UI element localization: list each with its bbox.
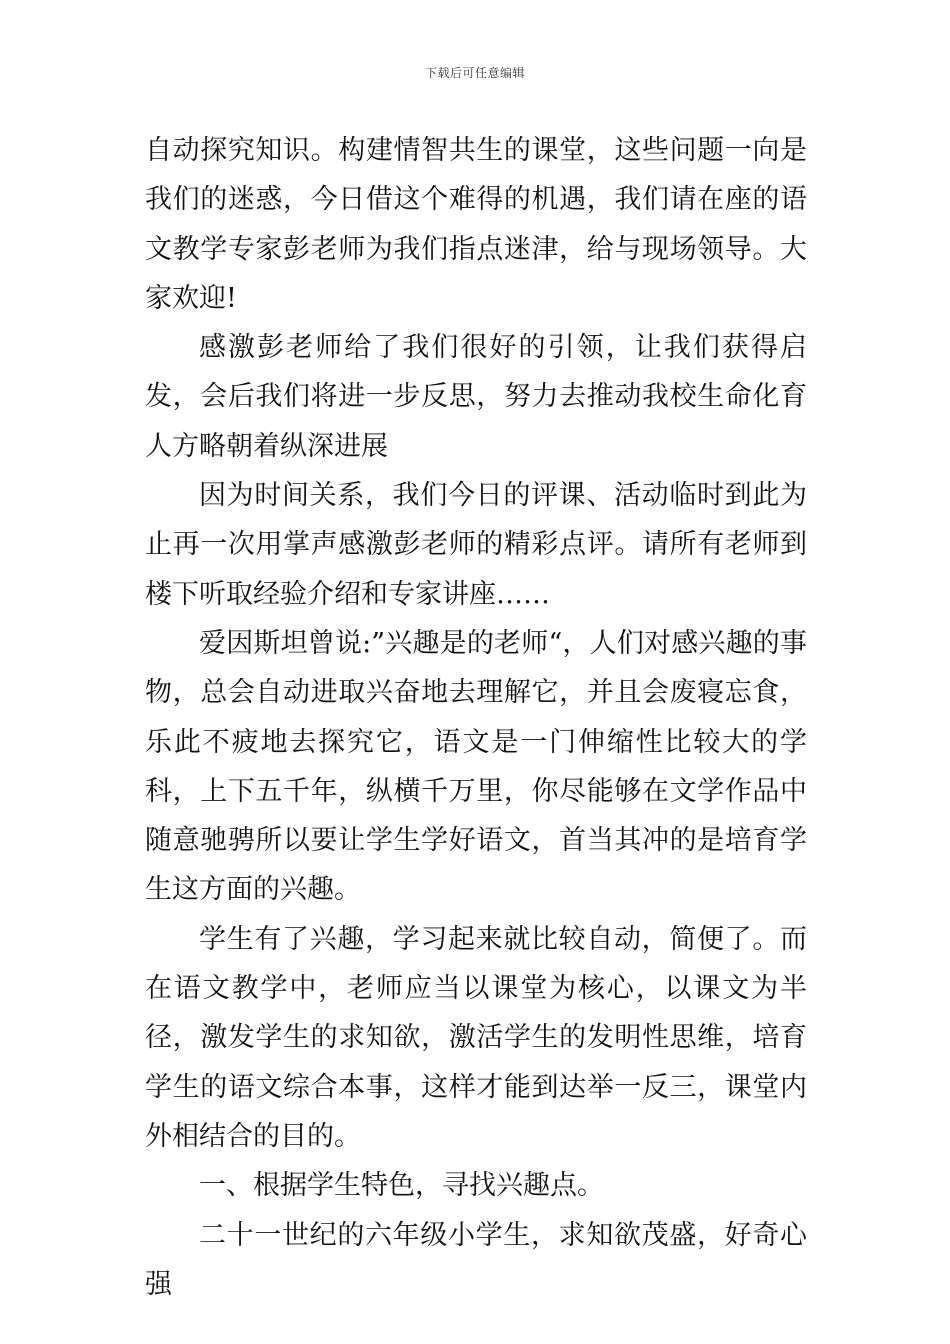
paragraph-1: 自动探究知识。构建情智共生的课堂，这些问题一向是我们的迷惑，今日借这个难得的机遇，我们请在座的语文教学专家彭老师为我们指点迷津，给与现场领导。大家欢迎! xyxy=(145,135,807,314)
section-heading: 一、根据学生特色，寻找兴趣点。 xyxy=(199,1170,604,1202)
paragraph-3: 因为时间关系，我们今日的评课、活动临时到此为止再一次用掌声感激彭老师的精彩点评。请所有老师到楼下听取经验介绍和专家讲座…… xyxy=(145,480,807,610)
paragraph-2: 感激彭老师给了我们很好的引领，让我们获得启发，会后我们将进一步反思，努力去推动我校生命化育人方略朝着纵深进展 xyxy=(145,332,807,462)
document-body xyxy=(145,126,807,1309)
paragraph-5: 学生有了兴趣，学习起来就比较自动，简便了。而在语文教学中，老师应当以课堂为核心，以课文为半径，激发学生的求知欲，激活学生的发明性思维，培育学生的语文综合本事，这样才能到达举一反三，课堂内外相结合的目的。 xyxy=(145,923,807,1152)
page-header: 下载后可任意编辑 xyxy=(424,66,525,80)
paragraph-4: 爱因斯坦曾说:”兴趣是的老师“，人们对感兴趣的事物，总会自动进取兴奋地去理解它，并且会废寝忘食，乐此不疲地去探究它，语文是一门伸缩性比较大的学科，上下五千年，纵横千万里，你尽能够在文学作品中随意驰骋所以要让学生学好语文，首当其冲的是培育学生这方面的兴趣。 xyxy=(145,627,807,906)
paragraph-7: 二十一世纪的六年级小学生，求知欲茂盛，好奇心强 xyxy=(145,1219,807,1300)
